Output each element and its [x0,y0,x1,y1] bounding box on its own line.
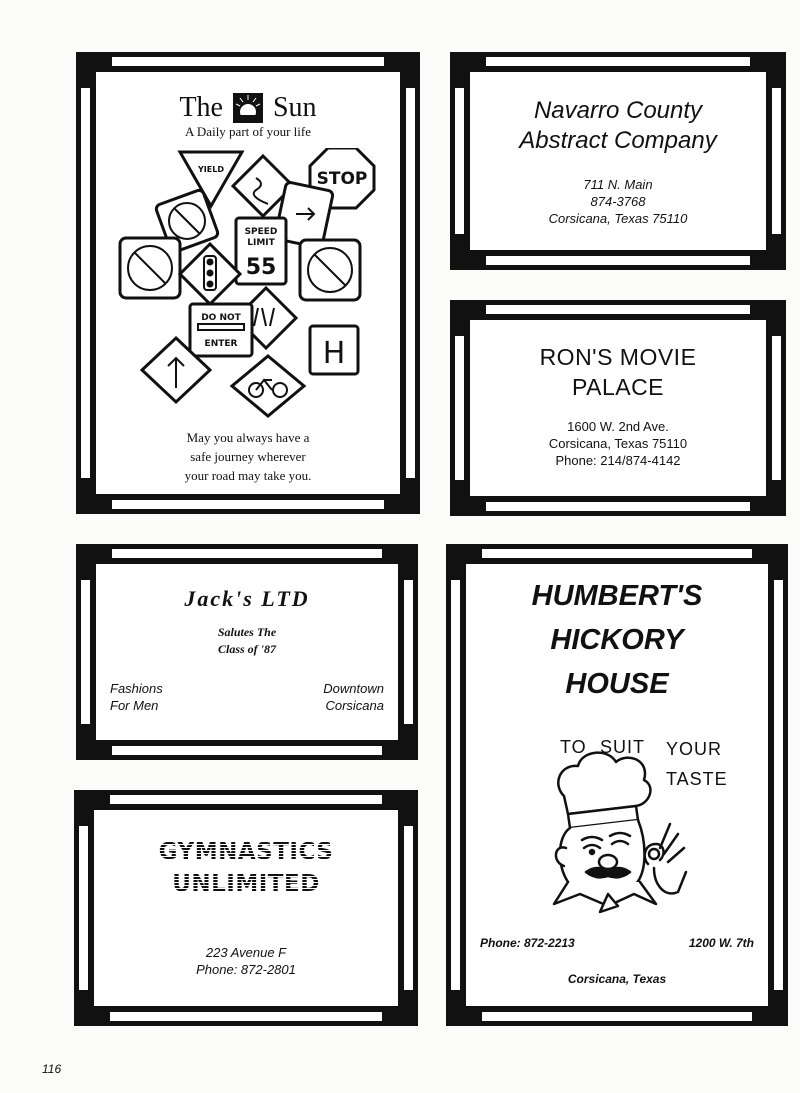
sun-tagline: A Daily part of your life [185,124,311,139]
humbert-title-line: HUMBERT'S [531,580,703,612]
frame-bar [406,88,415,478]
humbert-title [466,574,768,706]
rons-contact [470,418,766,469]
humbert-slogan-word: TASTE [666,769,728,789]
jacks-location-line: Downtown [323,681,384,696]
humbert-title-line: HOUSE [565,668,669,700]
ad-gymnastics-unlimited [74,790,418,1026]
gymnastics-title-line: GYMNASTICS [94,836,398,868]
ad-body [94,810,398,1006]
humbert-title-line: HICKORY [550,624,684,656]
rons-city: Corsicana, Texas 75110 [548,436,688,451]
jacks-salute-line: Class of '87 [217,642,276,656]
ad-navarro-county [450,52,786,270]
frame-bar [486,256,750,265]
sun-brand-left: The [179,92,223,123]
frame-bar [112,57,384,66]
jacks-title: Jack's LTD [184,586,310,611]
jacks-location-line: Corsicana [325,698,384,713]
ad-rons-movie-palace [450,300,786,516]
ad-the-sun [76,52,420,514]
ad-humberts-hickory-house [446,544,788,1026]
frame-bar [112,549,382,558]
frame-bar [81,580,90,724]
frame-bar [110,795,382,804]
speed-limit-label-2: LIMIT [247,238,275,248]
humbert-address: 1200 W. 7th [688,936,754,950]
jacks-salute [96,624,398,658]
frame-bar [404,826,413,990]
humbert-slogan-word: YOUR [666,739,723,759]
frame-bar [404,580,413,724]
frame-bar [455,88,464,234]
ad-body [470,72,766,250]
frame-bar [455,336,464,480]
sun-message-line: your road may take you. [184,468,312,483]
gymnastics-contact [94,944,398,978]
rons-title [470,342,766,402]
frame-bar [110,1012,382,1021]
humbert-contact-row [480,936,754,950]
frame-bar [482,549,752,558]
ad-body [470,320,766,496]
ad-body [466,564,768,1006]
frame-bar [486,305,750,314]
sun-message [96,428,400,485]
frame-bar [486,57,750,66]
road-signs-illustration [118,148,378,418]
frame-bar [112,746,382,755]
humbert-slogan-word: TO [560,737,587,757]
humbert-slogan-word: SUIT [600,737,646,757]
gymnastics-title [94,836,398,900]
gymnastics-phone: Phone: 872-2801 [196,962,296,977]
hospital-sign-label: H [322,336,346,371]
frame-bar [486,502,750,511]
gymnastics-title-line: UNLIMITED [94,868,398,900]
sun-brand-right: Sun [272,92,317,123]
sun-message-line: safe journey wherever [190,449,306,464]
frame-bar [81,88,90,478]
do-not-label: DO NOT [201,313,241,323]
frame-bar [772,88,781,234]
speed-limit-label-1: SPEED [244,227,278,237]
enter-label: ENTER [204,339,238,349]
rons-title-line: RON'S MOVIE [539,344,697,370]
ad-jacks-ltd [76,544,418,760]
humbert-phone: Phone: 872-2213 [480,936,575,950]
sun-masthead [96,92,400,124]
ad-body [96,72,400,494]
rons-title-line: PALACE [571,374,665,400]
rons-address: 1600 W. 2nd Ave. [567,419,669,434]
ad-body [96,564,398,740]
yield-sign-label: YIELD [198,165,224,174]
frame-bar [482,1012,752,1021]
navarro-title [470,96,766,156]
navarro-title-line: Abstract Company [519,127,717,154]
sun-logo-icon [233,93,263,123]
stop-sign-label: STOP [316,169,368,189]
sun-message-line: May you always have a [186,430,310,445]
frame-bar [774,580,783,990]
page-number: 116 [42,1062,62,1076]
jacks-fashions-line: For Men [110,698,159,713]
navarro-address: 711 N. Main [583,177,653,192]
rons-phone: Phone: 214/874-4142 [555,453,681,468]
frame-bar [112,500,384,509]
jacks-fashions-line: Fashions [110,681,163,696]
navarro-contact [470,176,766,227]
speed-limit-value: 55 [245,255,277,280]
frame-bar [772,336,781,480]
jacks-salute-line: Salutes The [217,625,277,639]
frame-bar [451,580,460,990]
navarro-city: Corsicana, Texas 75110 [548,211,688,226]
humbert-city: Corsicana, Texas [567,972,667,986]
jacks-details [96,680,398,714]
jacks-fashions [110,680,163,714]
jacks-location [323,680,384,714]
chef-illustration-icon [524,744,696,914]
navarro-phone: 874-3768 [590,194,646,209]
gymnastics-address: 223 Avenue F [205,945,287,960]
frame-bar [79,826,88,990]
navarro-title-line: Navarro County [533,97,703,124]
